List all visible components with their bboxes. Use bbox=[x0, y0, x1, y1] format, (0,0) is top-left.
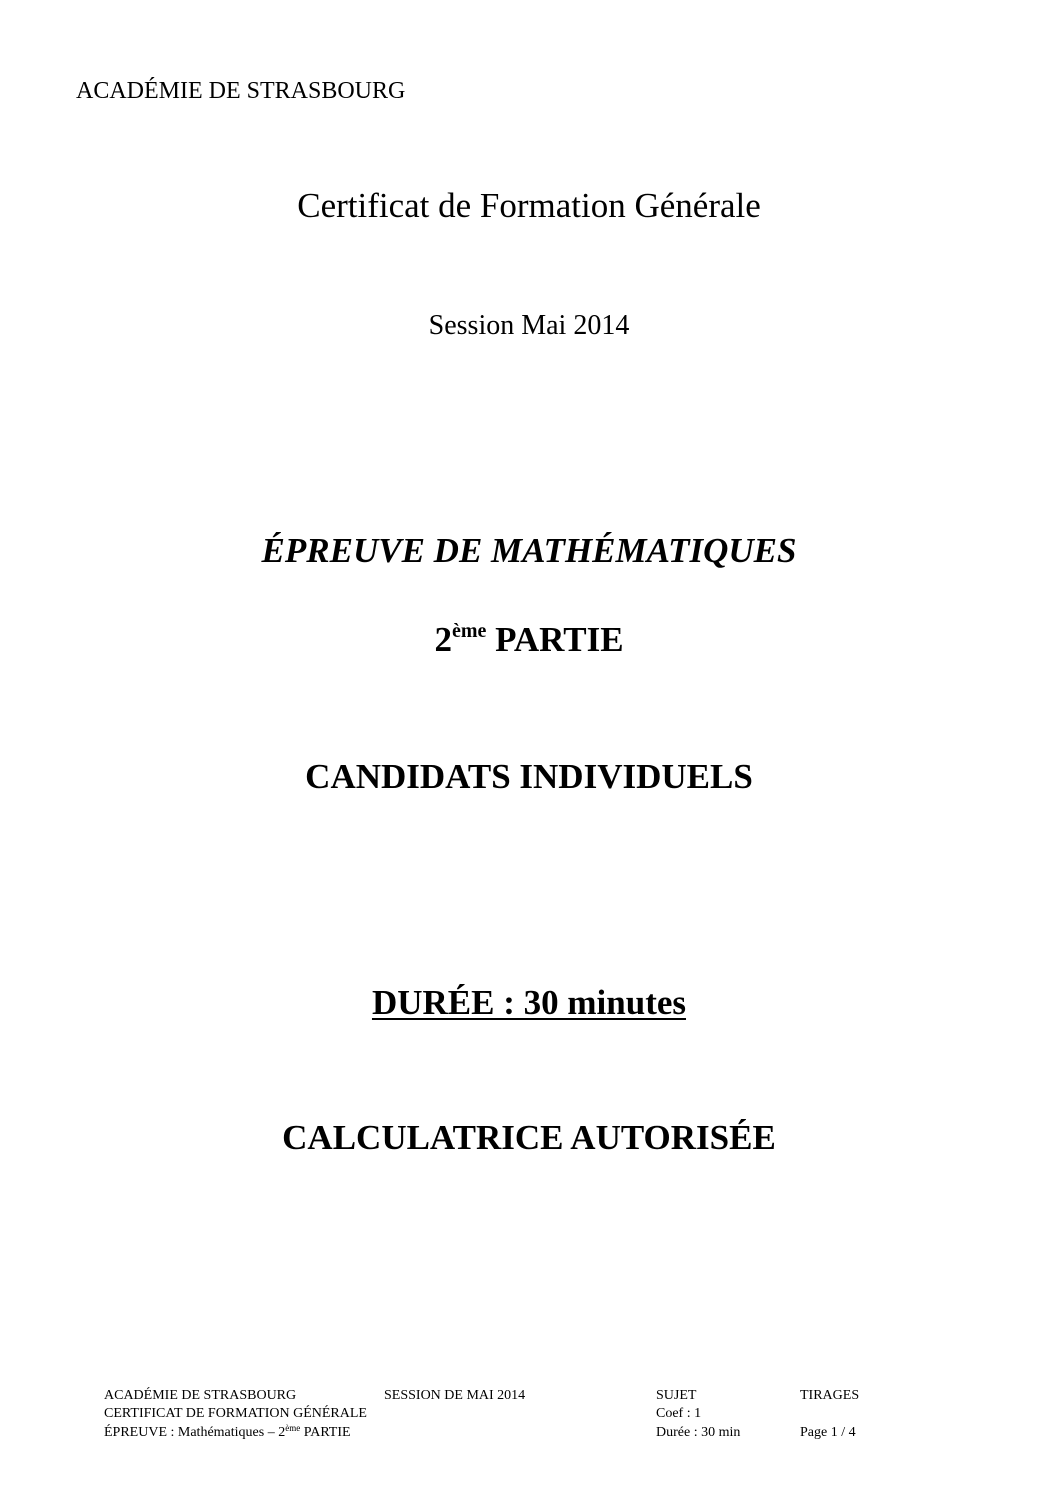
footer-sujet: SUJET bbox=[656, 1388, 697, 1403]
academy-header: ACADÉMIE DE STRASBOURG bbox=[76, 78, 406, 104]
footer-epreuve-prefix: ÉPREUVE : Mathématiques – 2 bbox=[104, 1425, 286, 1440]
part-word: PARTIE bbox=[495, 620, 624, 659]
footer-epreuve bbox=[104, 1425, 351, 1441]
footer-academy: ACADÉMIE DE STRASBOURG bbox=[104, 1388, 297, 1403]
part-suffix: ème bbox=[451, 620, 487, 642]
footer-tirages: TIRAGES bbox=[800, 1388, 860, 1403]
duration-title: DURÉE : 30 minutes bbox=[371, 983, 687, 1022]
footer-coef: Coef : 1 bbox=[656, 1406, 702, 1421]
footer-certificate: CERTIFICAT DE FORMATION GÉNÉRALE bbox=[104, 1406, 367, 1421]
part-number: 2 bbox=[434, 620, 452, 659]
footer-session: SESSION DE MAI 2014 bbox=[384, 1388, 526, 1403]
footer-duree: Durée : 30 min bbox=[656, 1425, 741, 1440]
calculator-title: CALCULATRICE AUTORISÉE bbox=[282, 1118, 776, 1157]
session-line: Session Mai 2014 bbox=[428, 310, 630, 341]
exam-title: ÉPREUVE DE MATHÉMATIQUES bbox=[261, 531, 797, 570]
footer-page-number: Page 1 / 4 bbox=[800, 1425, 856, 1440]
candidates-title: CANDIDATS INDIVIDUELS bbox=[305, 757, 753, 796]
footer-epreuve-suffix: PARTIE bbox=[300, 1425, 351, 1440]
footer-epreuve-sup: ème bbox=[285, 1423, 301, 1433]
part-title bbox=[0, 620, 1058, 660]
certificate-title: Certificat de Formation Générale bbox=[297, 186, 761, 225]
